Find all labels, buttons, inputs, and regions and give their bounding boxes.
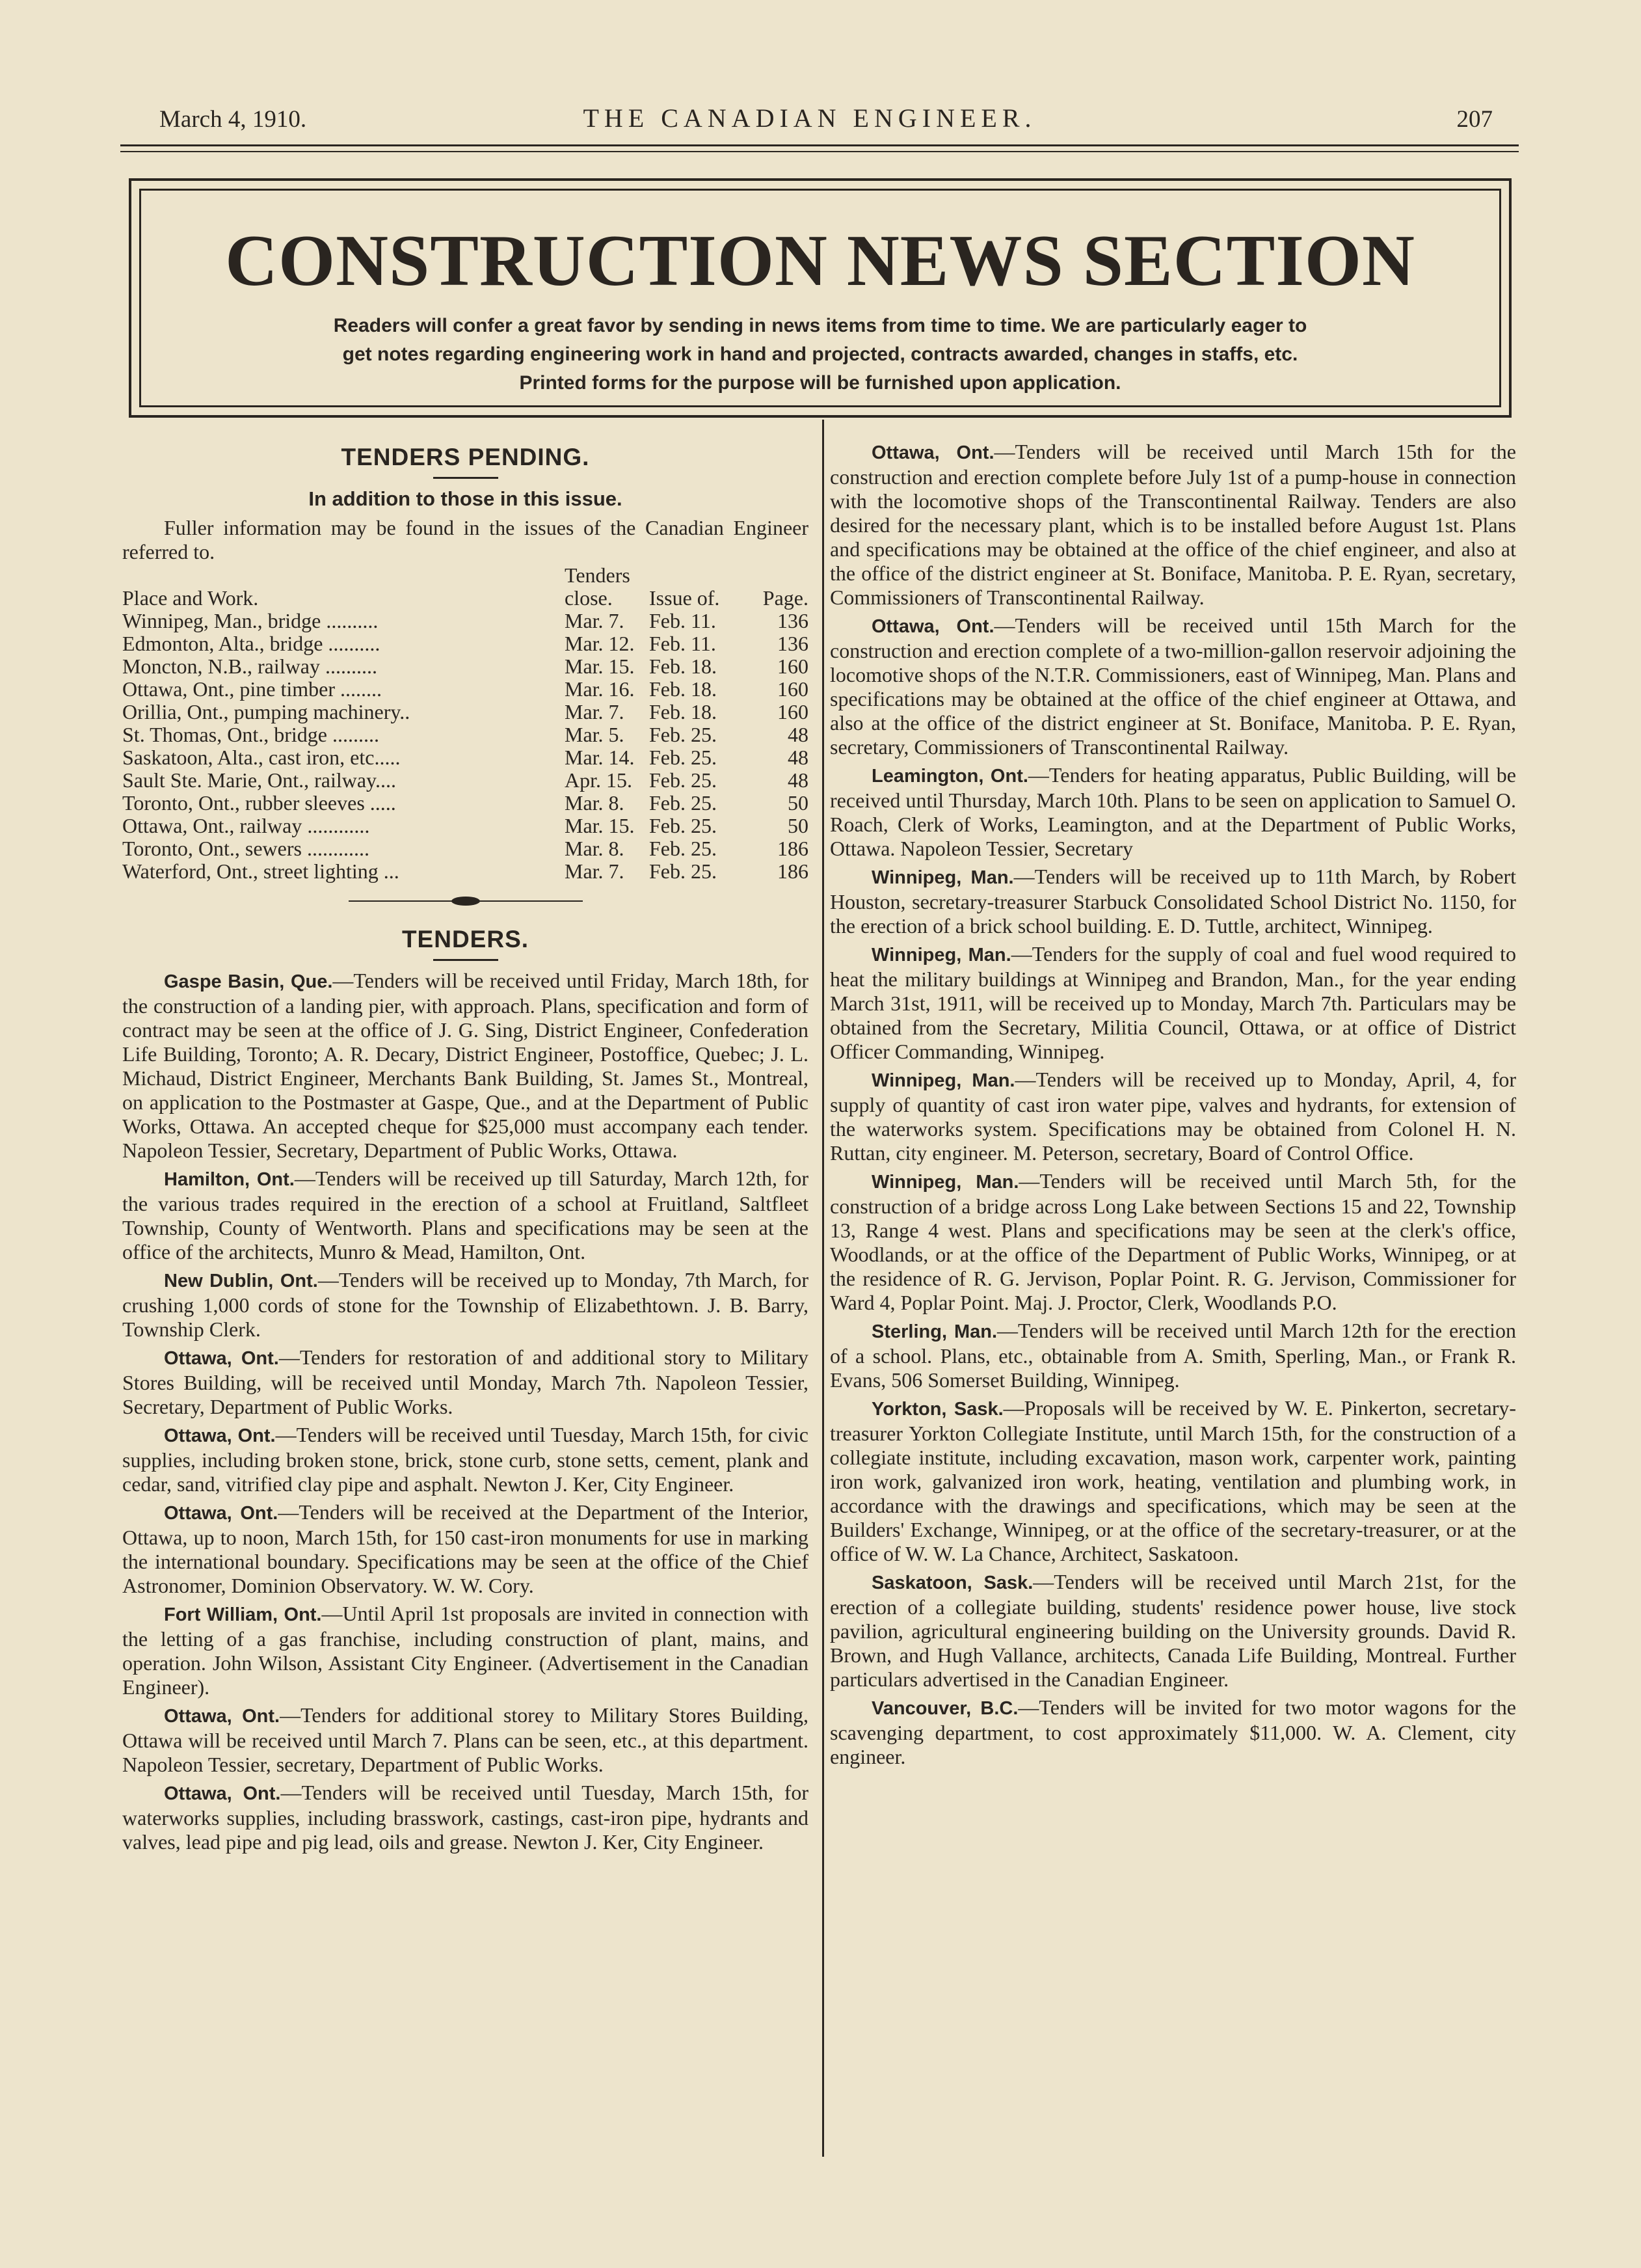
tender-text: —Tenders will be received until March 21st, for the erection of a collegiate building, students' residence power house, live stock pavilion, agricultural engineering building on the University grounds. David R. Brown, and Hugh Vallance, architects, Canada Life Building, Montreal. Further particulars advertised in the Canadian Engineer.: [830, 1570, 1516, 1691]
tender-location: Winnipeg, Man.: [872, 1070, 1015, 1091]
pending-issue: Feb. 25.: [649, 814, 717, 837]
tender-item: [830, 942, 1516, 1064]
tender-item: [122, 1500, 808, 1598]
pending-issue: Feb. 25.: [649, 837, 717, 860]
tender-location: Ottawa, Ont.: [164, 1425, 276, 1446]
tender-text: —Tenders will be received up to Monday, 7th March, for crushing 1,000 cords of stone for the Township of Elizabethtown. J. B. Barry, Township Clerk.: [122, 1268, 808, 1341]
pending-page: 160: [777, 677, 808, 701]
header-rule-secondary: [120, 151, 1519, 152]
banner-note: [180, 312, 1460, 398]
pending-close: Mar. 7.: [565, 609, 624, 632]
tender-location: Sterling, Man.: [872, 1321, 998, 1342]
pending-issue: Feb. 25.: [649, 791, 717, 815]
tender-location: New Dublin, Ont.: [164, 1271, 318, 1291]
pending-issue: Feb. 18.: [649, 655, 717, 678]
tender-text: —Tenders will be received until Tuesday, March 15th, for waterworks supplies, including brasswork, castings, cast-iron pipe, hydrants and valves, lead pipe and pig lead, oils and grease. Newton J. Ker, City Engineer.: [122, 1781, 809, 1854]
tender-text: —Tenders will be received until March 5th, for the construction of a bridge across Long Lake between Sections 15 and 22, Township 13, Range 4 west. Plans and specifications may be seen at the clerk's office, Woodlands, or at the office of the Department of Public Works, Winnipeg, or at the residence of R. G. Jervison, Poplar Point. R. G. Jervison, Commissioner for Ward 4, Poplar Point. Maj. J. Proctor, Clerk, Woodlands P.O.: [830, 1169, 1517, 1314]
pending-close: Mar. 7.: [565, 700, 624, 723]
short-rule: [433, 959, 498, 961]
tender-text: —Proposals will be received by W. E. Pinkerton, secretary-treasurer Yorkton Collegiate Institute, until March 15th, for the construction of a collegiate institute, including excavation, mason work, carpenter work, painting iron work, galvanized iron work, heating, ventilation and plumbing work, in accordance with the drawings and specifications, which may be seen at the Builders' Exchange, Winnipeg, or at the office of the secretary-treasurer, or at the office of W. W. La Chance, Architect, Saskatoon.: [830, 1396, 1516, 1565]
page-number: 207: [1456, 106, 1493, 133]
pending-page: 136: [777, 632, 808, 655]
pending-page: 48: [788, 768, 808, 792]
tender-item: [830, 763, 1516, 861]
tender-location: Fort William, Ont.: [164, 1604, 322, 1625]
journal-title: THE CANADIAN ENGINEER.: [583, 103, 1037, 133]
tender-item: [122, 969, 808, 1163]
pending-issue: Feb. 25.: [649, 723, 717, 746]
pending-page: 50: [788, 791, 808, 815]
pending-issue: Feb. 11.: [649, 632, 716, 655]
banner-note-line: Printed forms for the purpose will be furnished upon application.: [519, 372, 1121, 394]
pending-row: [122, 632, 808, 655]
ornament-divider: [349, 895, 583, 908]
tender-item: [830, 1396, 1516, 1566]
pending-page: 160: [777, 700, 808, 723]
tender-location: Ottawa, Ont.: [164, 1706, 280, 1727]
pending-close: Mar. 15.: [565, 814, 635, 837]
pending-place: Winnipeg, Man., bridge ..........: [122, 609, 379, 632]
tender-location: Winnipeg, Man.: [872, 945, 1011, 965]
pending-close: Mar. 8.: [565, 791, 624, 815]
right-column: [830, 440, 1516, 1773]
pending-row: [122, 860, 808, 883]
pending-place: Saskatoon, Alta., cast iron, etc.....: [122, 746, 401, 769]
tender-item: [830, 440, 1516, 610]
tender-list-left: [122, 969, 808, 1854]
short-rule: [433, 477, 498, 479]
pending-place: St. Thomas, Ont., bridge .........: [122, 723, 379, 746]
tender-text: —Tenders for heating apparatus, Public Building, will be received until Thursday, March 10th. Plans to be seen on application to Samuel O. Roach, Clerk of Works, Leamington, and at the Department of Public Works, Ottawa. Napoleon Tessier, Secretary: [830, 763, 1517, 860]
col-header-issue: Issue of.: [649, 586, 720, 610]
tender-location: Vancouver, B.C.: [872, 1698, 1019, 1719]
tender-text: —Tenders will be received at the Department of the Interior, Ottawa, up to noon, March 15th, for 150 cast-iron monuments for use in marking the international boundary. Specifications may be seen at the office of the Chief Astronomer, Dominion Observatory. W. W. Cory.: [122, 1500, 808, 1597]
tender-location: Ottawa, Ont.: [164, 1348, 279, 1369]
pending-issue: Feb. 11.: [649, 609, 716, 632]
tender-location: Ottawa, Ont.: [164, 1783, 281, 1804]
tenders-pending-intro: Fuller information may be found in the issues of the Canadian Engineer referred to.: [122, 516, 808, 563]
pending-page: 48: [788, 723, 808, 746]
tender-text: —Tenders will be received up till Saturday, March 12th, for the various trades required in the erection of a school at Fruitland, Saltfleet Township, County of Wentworth. Plans and specifications may be seen at the office of the architects, Munro & Mead, Hamilton, Ont.: [122, 1167, 808, 1263]
tender-location: Ottawa, Ont.: [872, 442, 994, 463]
pending-place: Ottawa, Ont., pine timber ........: [122, 677, 382, 701]
tenders-pending-heading: TENDERS PENDING.: [341, 444, 590, 470]
tender-item: [830, 1570, 1516, 1692]
tender-location: Ottawa, Ont.: [872, 616, 994, 637]
section-title: CONSTRUCTION NEWS SECTION: [225, 221, 1415, 301]
col-header-place: Place and Work.: [122, 586, 259, 610]
tender-text: —Tenders will be received until March 12th for the erection of a school. Plans, etc., obtainable from A. Smith, Sperling, Man., or Frank R. Evans, 506 Somerset Building, Winnipeg.: [830, 1319, 1516, 1392]
tender-text: —Tenders will be received up to Monday, April, 4, for supply of quantity of cast iron water pipe, valves and hydrants, for extension of the waterworks system. Specifications may be obtained from Colonel H. N. Ruttan, city engineer. M. Peterson, secretary, Board of Control Office.: [830, 1068, 1517, 1165]
pending-page: 160: [777, 655, 808, 678]
tender-location: Saskatoon, Sask.: [872, 1573, 1034, 1593]
pending-place: Waterford, Ont., street lighting ...: [122, 859, 399, 883]
tender-text: —Tenders will be received until Tuesday, March 15th, for civic supplies, including broken stone, brick, stone curb, stone setts, cement, plank and cedar, sand, vitrified clay pipe and asphalt. Newton J. Ker, City Engineer.: [122, 1423, 808, 1496]
pending-close: Mar. 12.: [565, 632, 635, 655]
pending-issue: Feb. 25.: [649, 859, 717, 883]
tenders-heading: TENDERS.: [401, 926, 529, 952]
pending-row: [122, 792, 808, 815]
pending-place: Edmonton, Alta., bridge ..........: [122, 632, 380, 655]
pending-close: Apr. 15.: [565, 768, 632, 792]
column-divider: [822, 420, 824, 2157]
pending-issue: Feb. 18.: [649, 677, 717, 701]
tender-item: [122, 1345, 808, 1419]
pending-row: [122, 815, 808, 837]
pending-place: Toronto, Ont., sewers ............: [122, 837, 369, 860]
tender-item: [830, 614, 1516, 759]
pending-row: [122, 837, 808, 860]
pending-close: Mar. 16.: [565, 677, 635, 701]
tender-item: [830, 1169, 1516, 1315]
pending-issue: Feb. 25.: [649, 768, 717, 792]
issue-date: March 4, 1910.: [159, 106, 307, 133]
tender-text: —Tenders for additional storey to Military Stores Building, Ottawa will be received until March 7. Plans can be seen, etc., at this department. Napoleon Tessier, secretary, Department of Public Works.: [122, 1703, 809, 1776]
tender-text: —Tenders will be invited for two motor wagons for the scavenging department, to cost approximately $11,000. W. A. Clement, city engineer.: [830, 1695, 1516, 1768]
pending-page: 48: [788, 746, 808, 769]
header-rule: [120, 144, 1519, 146]
tender-item: [830, 1695, 1516, 1769]
tender-item: [122, 1268, 808, 1342]
pending-row: [122, 769, 808, 792]
pending-place: Ottawa, Ont., railway ............: [122, 814, 370, 837]
tender-location: Yorkton, Sask.: [872, 1399, 1004, 1420]
tender-list-right: [830, 440, 1516, 1769]
pending-close: Mar. 5.: [565, 723, 624, 746]
tender-location: Winnipeg, Man.: [872, 867, 1014, 888]
pending-row: [122, 701, 808, 723]
banner-note-line: get notes regarding engineering work in hand and projected, contracts awarded, changes in staffs, etc.: [342, 344, 1298, 365]
pending-row: [122, 610, 808, 632]
tender-item: [122, 1703, 808, 1777]
pending-page: 186: [777, 859, 808, 883]
tender-item: [122, 1781, 808, 1854]
tender-text: —Tenders will be received until 15th March for the construction and erection complete of a two-million-gallon reservoir adjoining the locomotive shops of the N.T.R. Commissioners, east of Winnipeg, Man. Plans and specifications may be obtained at the office of the chief engineer at Ottawa, and also at the office of the district engineer at St. Boniface, Manitoba. P. E. Ryan, secretary, Commissioners of Transcontinental Railway.: [830, 614, 1516, 759]
pending-row: [122, 723, 808, 746]
pending-place: Moncton, N.B., railway ..........: [122, 655, 377, 678]
tender-text: —Tenders will be received until Friday, March 18th, for the construction of a landing pier, with approach. Plans, specification and form of contract may be seen at the office of J. G. Sing, District Engineer, Confederation Life Building, Toronto; A. R. Decary, District Engineer, Postoffice, Quebec; J. L. Michaud, District Engineer, Merchants Bank Building, St. James St., Montreal, on application to the Postmaster at Gaspe, Que., and at the Department of Public Works, Ottawa. An accepted cheque for $25,000 must accompany each tender. Napoleon Tessier, Secretary, Department of Public Works, Ottawa.: [122, 969, 808, 1162]
tender-location: Ottawa, Ont.: [164, 1503, 278, 1524]
tender-location: Hamilton, Ont.: [164, 1169, 295, 1190]
pending-place: Toronto, Ont., rubber sleeves .....: [122, 791, 396, 815]
pending-close: Mar. 7.: [565, 859, 624, 883]
tender-location: Gaspe Basin, Que.: [164, 971, 333, 992]
col-header-page: Page.: [762, 586, 808, 610]
section-banner: [129, 178, 1512, 418]
col-header-close-top: Tenders: [565, 563, 630, 587]
tender-item: [122, 1167, 808, 1264]
pending-issue: Feb. 25.: [649, 746, 717, 769]
pending-row: [122, 678, 808, 701]
pending-page: 136: [777, 609, 808, 632]
running-head: [120, 98, 1499, 143]
pending-issue: Feb. 18.: [649, 700, 717, 723]
tenders-pending-table: [122, 564, 808, 883]
tenders-pending-subheading: In addition to those in this issue.: [308, 487, 622, 510]
pending-place: Sault Ste. Marie, Ont., railway....: [122, 768, 396, 792]
pending-page: 186: [777, 837, 808, 860]
banner-inner-frame: [139, 189, 1501, 407]
tender-item: [122, 1423, 808, 1496]
tender-text: —Tenders for the supply of coal and fuel wood required to heat the military buildings at Winnipeg and Brandon, Man., for the year ending March 31st, 1911, will be received up to Monday, March 7th. Particulars may be obtained from the Secretary, Militia Council, Ottawa, or at office of District Officer Commanding, Winnipeg.: [830, 942, 1517, 1063]
tender-text: —Tenders will be received until March 15th for the construction and erection complete before July 1st of a pump-house in connection with the locomotive shops of the Transcontinental Railway. Tenders are also desired for the necessary plant, which is to be installed before August 1st. Plans and specifications may be obtained at the office of the chief engineer, and also at the office of the district engineer at St. Boniface, Manitoba. P. E. Ryan, secretary, Commissioners of Transcontinental Railway.: [830, 440, 1516, 609]
pending-close: Mar. 15.: [565, 655, 635, 678]
col-header-close: close.: [565, 586, 613, 610]
tender-location: Leamington, Ont.: [872, 766, 1028, 787]
left-column: [122, 440, 808, 1858]
pending-row: [122, 655, 808, 678]
pending-row: [122, 746, 808, 769]
tender-text: —Tenders for restoration of and additional story to Military Stores Building, will be received until Monday, March 7th. Napoleon Tessier, Secretary, Department of Public Works.: [122, 1345, 808, 1418]
tender-item: [830, 1068, 1516, 1165]
tender-item: [830, 1319, 1516, 1392]
pending-close: Mar. 14.: [565, 746, 635, 769]
tender-location: Winnipeg, Man.: [872, 1172, 1019, 1193]
pending-place: Orillia, Ont., pumping machinery..: [122, 700, 410, 723]
pending-close: Mar. 8.: [565, 837, 624, 860]
tender-item: [122, 1602, 808, 1699]
tender-text: —Tenders will be received up to 11th March, by Robert Houston, secretary-treasurer Starbuck Consolidated School District No. 1150, for the erection of a brick school building. E. D. Tuttle, architect, Winnipeg.: [830, 865, 1517, 938]
tender-item: [830, 865, 1516, 938]
banner-note-line: Readers will confer a great favor by sending in news items from time to time. We are particularly eager to: [333, 315, 1307, 336]
pending-page: 50: [788, 814, 808, 837]
tender-text: —Until April 1st proposals are invited in connection with the letting of a gas franchise, including construction of plant, mains, and operation. John Wilson, Assistant City Engineer. (Advertisement in the Canadian Engineer).: [122, 1602, 808, 1699]
